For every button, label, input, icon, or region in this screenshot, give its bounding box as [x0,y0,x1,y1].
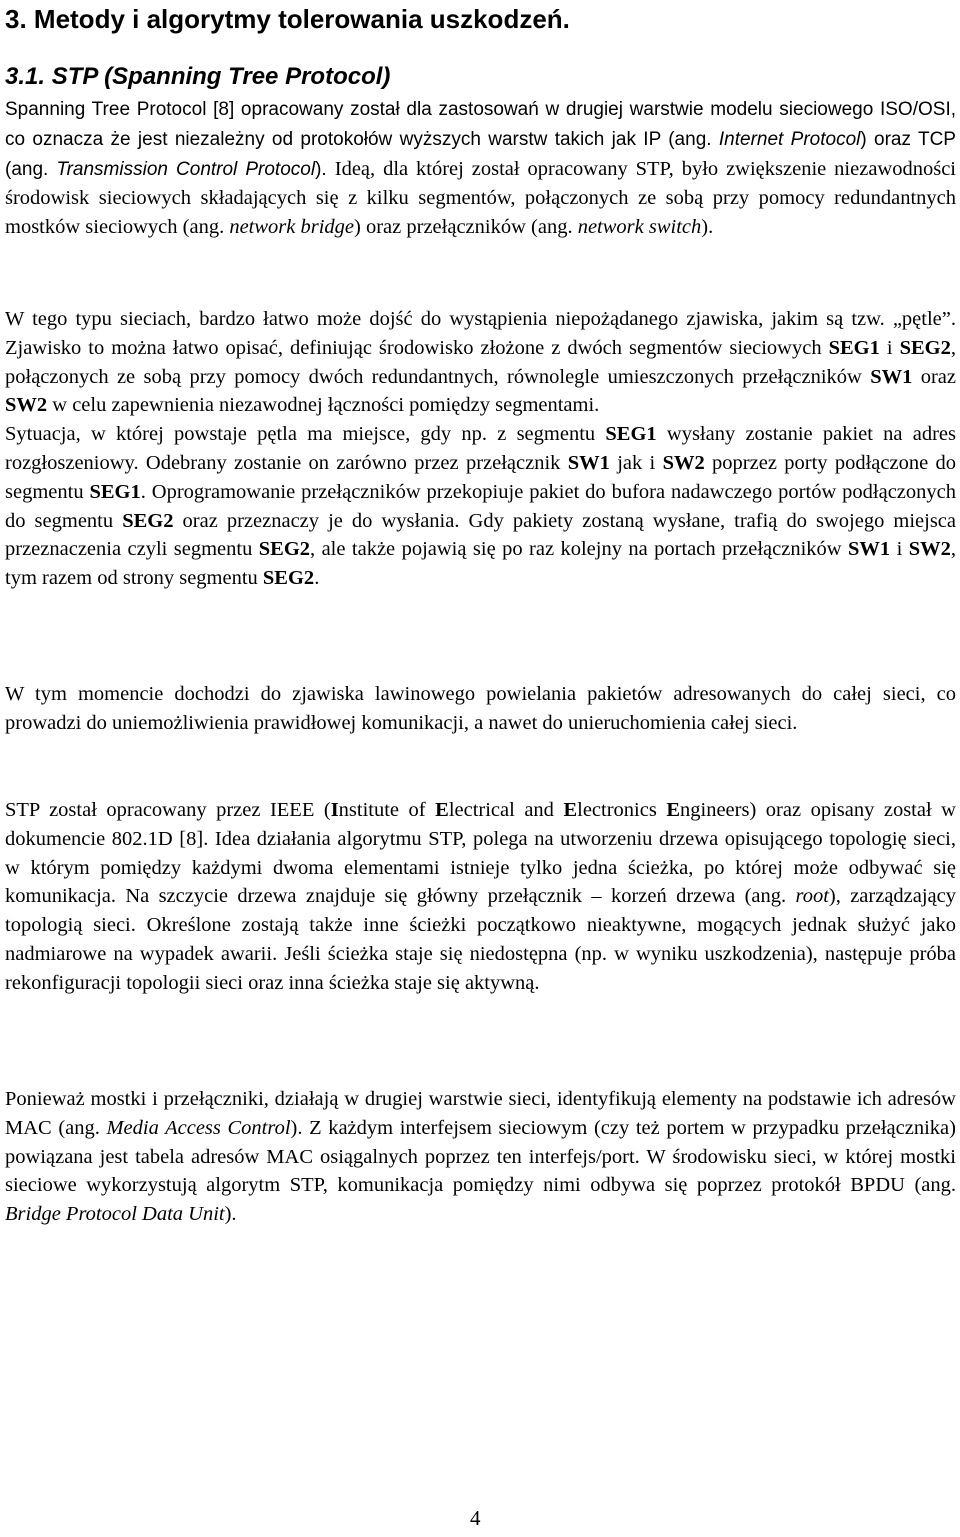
text-run: . [314,567,320,590]
text-run: Ponieważ mostki i przełączniki, działają w drugiej warstwie sieci, identyfikują elementy na podstawie ich adresów MAC (ang. [5,1088,956,1139]
text-run: ). [224,1203,237,1226]
italic-term: Bridge Protocol Data Unit [5,1203,225,1226]
italic-term: Media Access Control [106,1116,291,1139]
text-run: i [879,336,900,359]
page-number: 4 [470,1506,481,1530]
text-run: i [890,538,909,561]
text-run: Ideą, dla której został opracowany STP, było zwiększenie niezawodności środowisk sieciowych składających się z kilku segmentów, połączonych ze sobą przy pomocy redundantnych mostków sieciowych (ang. [5,157,956,239]
text-run: nstitute of [338,799,436,821]
bold-term: SEG2 [899,336,951,359]
paragraph-loops [5,305,956,593]
bold-term: SEG2 [258,538,311,561]
bold-term: SEG1 [605,423,657,446]
bold-term: SW2 [662,451,705,474]
paragraph-stp-intro [5,95,956,242]
paragraph-stp-algorithm [5,796,956,998]
text-run: ngineers) oraz opisany został w dokumencie 802.1D [8]. Idea działania algorytmu STP, polega na utworzeniu drzewa opisującego topologię sieci, w którym pomiędzy każdymi dwoma elementami istnieje tylko jedna ścieżka, po której może odbywać się komunikacja. Na szczycie drzewa znajduje się główny przełącznik – korzeń drzewa (ang. [5,799,956,908]
bold-term: SEG2 [122,509,174,532]
text-run: poprzez porty podłączone do segmentu [5,451,956,503]
text-run: , połączonych ze sobą przy pomocy dwóch redundantnych, równolegle umieszczonych przełączników [5,336,956,388]
italic-term: network switch [577,216,702,239]
bold-term: SW1 [567,451,610,474]
italic-term: Internet Protocol [718,128,861,150]
text-run: ). [701,216,714,239]
bold-letter: E [666,799,681,821]
paragraph-mac-bpdu [5,1085,956,1229]
text-run: oraz przeznaczy je do wysłania. Gdy pakiety zostaną wysłane, trafią do swojego miejsca przeznaczenia czyli segmentu [5,509,956,561]
text-run: STP został opracowany przez IEEE ( [5,799,331,821]
bold-letter: I [330,799,339,821]
text-run: Spanning Tree Protocol [8] opracowany został dla zastosowań w drugiej warstwie modelu sieciowego ISO/OSI, co oznacza że jest niezależny od protokołów wyższych warstw takich jak IP (ang. [5,99,956,150]
italic-term: Transmission Control Protocol [56,158,316,180]
bold-term: SEG1 [89,480,141,503]
bold-term: SEG1 [828,336,880,359]
text-run: , tym razem od strony segmentu [5,538,957,590]
text-run: , ale także pojawią się po raz kolejny na portach przełączników [310,538,849,561]
text-run: W tym momencie dochodzi do zjawiska lawinowego powielania pakietów adresowanych do całej sieci, co prowadzi do uniemożliwienia prawidłowej komunikacji, a nawet do unieruchomienia całej sieci. [5,683,956,734]
bold-letter: E [435,799,449,821]
text-run: ). [315,158,335,180]
bold-term: SW2 [908,538,951,561]
bold-term: SW1 [848,538,891,561]
text-run: w celu zapewnienia niezawodnej łączności pomiędzy segmentami. [47,394,600,417]
text-run: ) oraz przełączników (ang. [354,216,578,239]
italic-term: network bridge [229,216,355,239]
bold-term: SW1 [870,365,913,388]
paragraph-broadcast-storm [5,680,956,738]
text-run: ), zarządzający topologią sieci. Określone zostają także inne ścieżki początkowo nieaktywne, mogących jednak służyć jako nadmiarowe na wypadek awarii. Jeśli ścieżka staje się niedostępna (np. w wyniku uszkodzenia), następuje próba rekonfiguracji topologii sieci oraz inna ścieżka staje się aktywną. [5,885,957,994]
text-run: oraz [912,365,956,388]
text-run: . Oprogramowanie przełączników przekopiuje pakiet do bufora nadawczego portów podłączonych do segmentu [5,480,956,532]
text-run: ) oraz TCP (ang. [5,128,956,180]
italic-term: root [795,885,829,908]
text-run: jak i [609,451,663,474]
section-heading: 3.1. STP (Spanning Tree Protocol) [5,63,391,90]
text-run: W tego typu sieciach, bardzo łatwo może dojść do wystąpienia niepożądanego zjawiska, jakim są tzw. „pętle”. Zjawisko to można łatwo opisać, definiując środowisko złożone z dwóch segmentów sieciowych [5,308,956,359]
bold-letter: E [563,799,578,821]
text-run: wysłany zostanie pakiet na adres rozgłoszeniowy. Odebrany zostanie on zarówno przez przełącznik [5,423,956,474]
text-run: lectronics [577,799,667,821]
bold-term: SW2 [5,394,48,417]
chapter-heading: 3. Metody i algorytmy tolerowania uszkodzeń. [5,4,570,34]
bold-term: SEG2 [262,567,315,590]
text-run: Sytuacja, w której powstaje pętla ma miejsce, gdy np. z segmentu [5,423,606,446]
text-run: ). Z każdym interfejsem sieciowym (czy też portem w przypadku przełącznika) powiązana jest tabela adresów MAC osiągalnych poprzez ten interfejs/port. W środowisku sieci, w której mostki sieciowe wykorzystują algorytm STP, komunikacja pomiędzy nimi odbywa się poprzez protokół BPDU (ang. [5,1116,956,1197]
text-run: lectrical and [448,799,564,821]
